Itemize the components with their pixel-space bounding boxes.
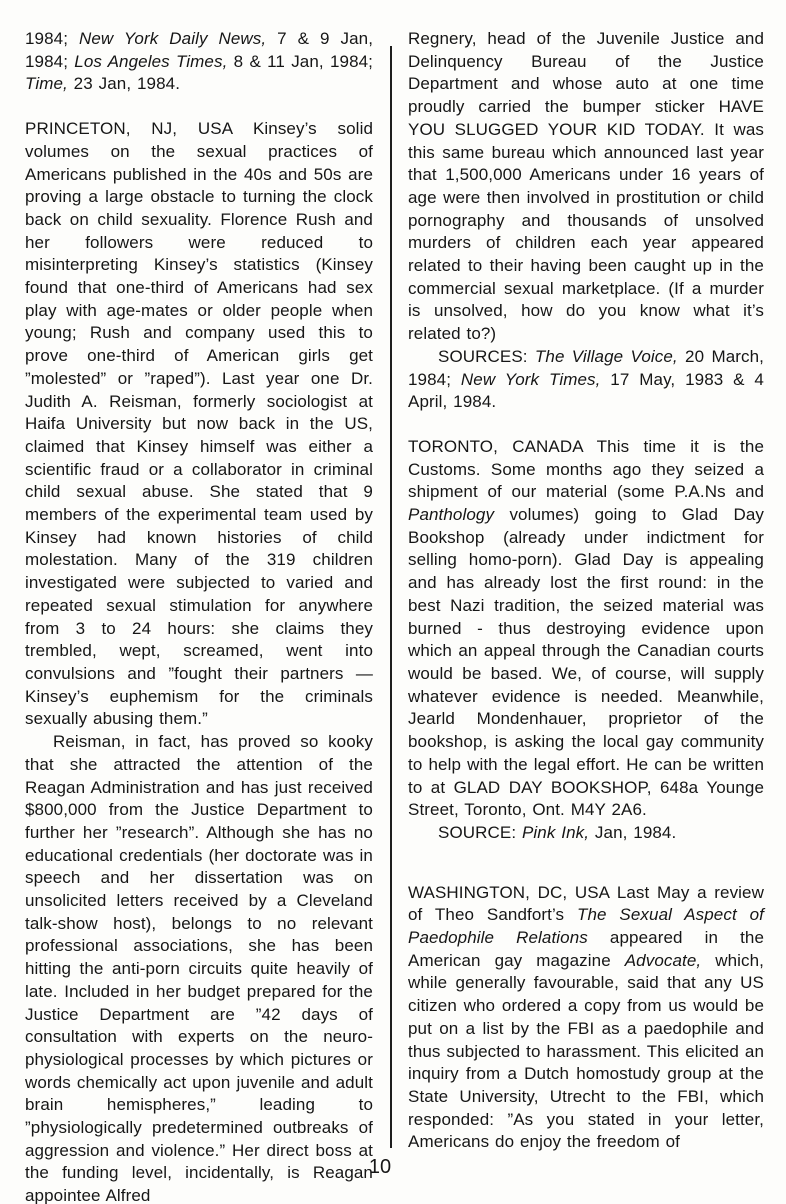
- paragraph: [25, 731, 373, 1204]
- italic-text-run: Pink Ink,: [521, 822, 590, 842]
- paragraph: [408, 882, 764, 1154]
- text-run: which, while generally favourable, said that any US citizen who ordered a copy from us would be put on a list by the FBI as a paedophile and thus subjected to harassment. This elicited an inquiry from a Dutch homostudy group at the State University, Utrecht to the FBI, which responded: ”As you stated in your letter, Americans do enjoy the freedom of: [408, 950, 765, 1152]
- left-column: [25, 28, 373, 1204]
- text-run: WASHINGTON, DC, USA Last May a review of Theo Sandfort’s: [408, 882, 764, 925]
- italic-text-run: New York Daily News,: [78, 29, 267, 48]
- text-run: 20 March, 1984;: [408, 346, 765, 389]
- text-run: 7 & 9 Jan, 1984;: [25, 29, 374, 71]
- paragraph: [25, 118, 373, 731]
- italic-text-run: Advocate,: [624, 950, 702, 970]
- text-run: 1984;: [25, 29, 79, 48]
- paragraph: [408, 436, 764, 822]
- paragraph: [25, 28, 373, 96]
- text-run: Jan, 1984.: [589, 822, 677, 842]
- text-run: 17 May, 1983 & 4 April, 1984.: [408, 369, 764, 412]
- paragraph: [408, 822, 764, 845]
- paragraph: [408, 28, 764, 346]
- italic-text-run: Los Angeles Times,: [74, 51, 228, 71]
- text-run: SOURCES:: [438, 346, 535, 366]
- column-divider-rule: [390, 46, 392, 1148]
- paragraph: [408, 346, 764, 414]
- text-run: Regnery, head of the Juvenile Justice and Delinquency Bureau of the Justice Department and whose auto at one time proudly carried the bumper sticker HAVE YOU SLUGGED YOUR KID TODAY. It was this same bureau which announced last year that 1,500,000 Americans under 16 years of age were then involved in prostitution or child pornography and thousands of unsolved murders of children each year appeared related to their having been caught up in the commercial sexual marketplace. (If a murder is unsolved, how do you know what it’s related to?): [408, 29, 764, 344]
- text-run: Reisman, in fact, has proved so kooky that she attracted the attention of the Reagan Administration and has just received $800,000 from the Justice Department to further her ”research”. Although she has no educational credentials (her doctorate was in speech and her dissertation was on unsolicited letters received by a Cleveland talk-show host), belongs to no relevant professional associations, she has been hitting the anti-porn circuits quite heavily of late. Included in her budget prepared for the Justice Department are ”42 days of consultation with experts on the neuro-physiological processes by which pictures or words chemically act upon juvenile and adult brain hemispheres,” leading to ”physiologically predetermined outbreaks of aggression and violence.” Her direct boss at the funding level, incidentally, is Reagan appointee Alfred: [25, 732, 373, 1204]
- right-column: [408, 28, 764, 1154]
- italic-text-run: The Village Voice,: [534, 346, 678, 366]
- text-run: 23 Jan, 1984.: [67, 74, 181, 94]
- text-run: TORONTO, CANADA This time it is the Customs. Some months ago they seized a shipment of our material (some P.A.Ns and: [408, 436, 764, 502]
- text-run: SOURCE:: [438, 822, 522, 842]
- italic-text-run: New York Times,: [460, 369, 601, 389]
- italic-text-run: Time,: [25, 74, 68, 94]
- text-run: volumes) going to Glad Day Bookshop (already under indictment for selling homo-porn). Glad Day is appealing and has already lost the first round: in the best Nazi tradition, the seized material was burned - thus destroying evidence upon which an appeal through the Canadian courts would be based. We, of course, will supply whatever evidence is needed. Meanwhile, Jearld Mondenhauer, proprietor of the bookshop, is asking the local gay community to help with the legal effort. He can be written to at GLAD DAY BOOKSHOP, 648a Younge Street, Toronto, Ont. M4Y 2A6.: [408, 505, 764, 820]
- italic-text-run: The Sexual Aspect of Paedophile Relations: [408, 905, 764, 948]
- text-run: appeared in the American gay magazine: [408, 928, 764, 970]
- text-run: 8 & 11 Jan, 1984;: [227, 51, 374, 71]
- text-run: PRINCETON, NJ, USA Kinsey’s solid volumes on the sexual practices of Americans published in the 40s and 50s are proving a large obstacle to turning the clock back on child sexuality. Florence Rush and her followers were reduced to misinterpreting Kinsey’s statistics (Kinsey found that one-third of Americans had sex play with age-mates or older people when young; Rush and company used this to prove one-third of American girls get ”molested” or ”raped”). Last year one Dr. Judith A. Reisman, formerly sociologist at Haifa University but now back in the US, claimed that Kinsey himself was either a scientific fraud or a collaborator in criminal child sexual abuse. She stated that 9 members of the experimental team used by Kinsey had known histories of child molestation. Many of the 319 children investigated were subjected to varied and repeated sexual stimulation for anywhere from 3 to 24 hours: she claims they trembled, wept, screamed, went into convulsions and ”fought their partners — Kinsey’s euphemism for the criminals sexually abusing them.”: [25, 119, 373, 729]
- page-number: 10: [368, 1156, 392, 1178]
- italic-text-run: Panthology: [408, 505, 495, 525]
